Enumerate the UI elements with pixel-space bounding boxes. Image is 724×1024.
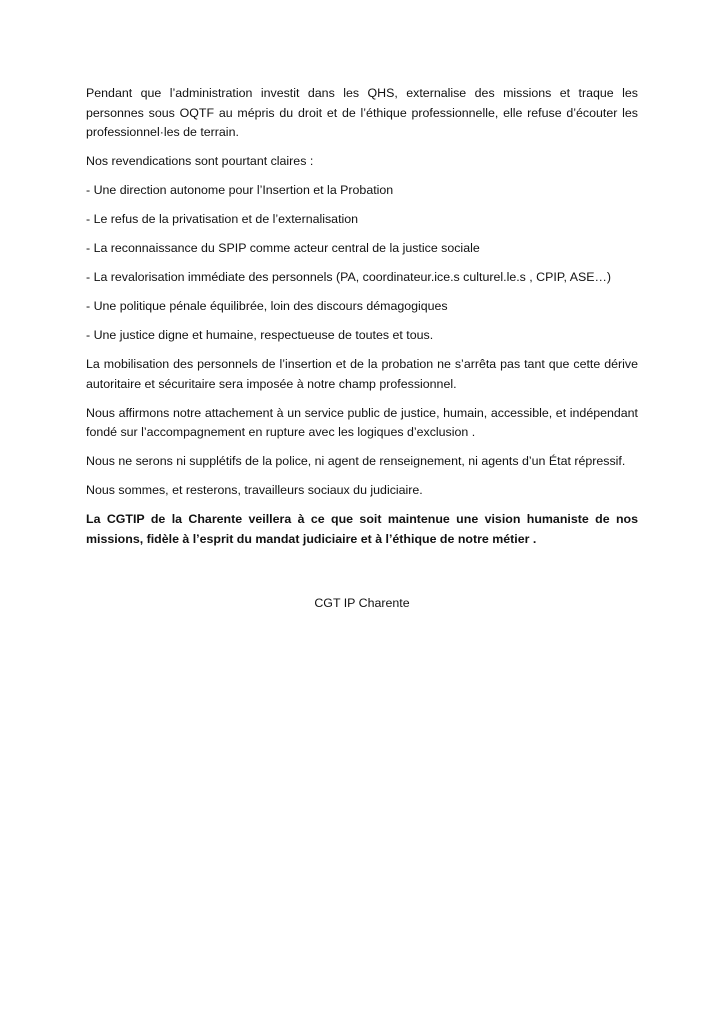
paragraph-refus-police: Nous ne serons ni supplétifs de la police, ni agent de renseignement, ni agents d’un État répressif. [86,454,626,468]
claim-item: - Une direction autonome pour l’Insertion et la Probation [86,183,394,197]
paragraph-attachement: Nous affirmons notre attachement à un service public de justice, humain, accessible, et indépendant fondé sur l’accompagnement en rupture avec les logiques d’exclusion . [86,405,638,439]
paragraph-mobilisation: La mobilisation des personnels de l’insertion et de la probation ne s’arrêta pas tant que cette dérive autoritaire et sécuritaire sera imposée à notre champ professionnel. [86,357,638,391]
paragraph-travailleurs: Nous sommes, et resterons, travailleurs sociaux du judiciaire. [86,483,423,497]
paragraph-conclusion: La CGTIP de la Charente veillera à ce que soit maintenue une vision humaniste de nos missions, fidèle à l’esprit du mandat judiciaire et à l’éthique de notre métier . [86,512,638,546]
claim-item: - Une justice digne et humaine, respectueuse de toutes et tous. [86,328,434,342]
signature: CGT IP Charente [314,596,410,610]
paragraph-claims-intro: Nos revendications sont pourtant claires : [86,154,314,168]
paragraph-intro: Pendant que l’administration investit dans les QHS, externalise des missions et traque les personnes sous OQTF au mépris du droit et de l’éthique professionnelle, elle refuse d’écouter les professionnel·les de terrain. [86,86,638,139]
claim-item: - Le refus de la privatisation et de l’externalisation [86,212,359,226]
claim-item: - La reconnaissance du SPIP comme acteur central de la justice sociale [86,241,480,255]
claim-item: - Une politique pénale équilibrée, loin des discours démagogiques [86,299,448,313]
document-body [86,84,638,559]
claim-item: - La revalorisation immédiate des personnels (PA, coordinateur.ice.s culturel.le.s , CPIP, ASE…) [86,270,612,284]
